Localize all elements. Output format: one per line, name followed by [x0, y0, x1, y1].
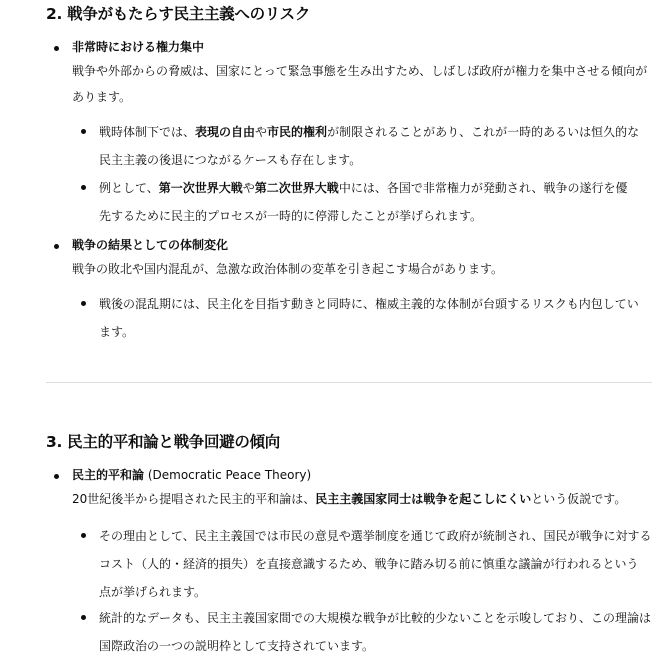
item-title: 民主的平和論 (Democratic Peace Theory)	[72, 468, 312, 482]
text-line: コスト（人的・経済的損失）を直接意識するため、戦争に踏み切る前に慎重な議論が行われるという	[99, 557, 639, 571]
section-heading-democratic-peace: 3. 民主的平和論と戦争回避の傾向	[46, 433, 280, 451]
desc-line: 戦争や外部からの脅威は、国家にとって緊急事態を生み出すため、しばしば政府が権力を集中させる傾向が	[72, 64, 648, 78]
desc-line: あります。	[72, 90, 132, 104]
emphasis: 第二次世界大戦	[254, 181, 339, 195]
text-line: 先するために民主的プロセスが一時的に停滞したことが挙げられます。	[99, 209, 483, 223]
bullet-icon	[81, 185, 86, 190]
item-title: 非常時における権力集中	[72, 40, 205, 54]
text-line: 民主主義の後退につながるケースも存在します。	[99, 153, 362, 167]
item-description	[72, 58, 652, 110]
bullet-icon	[81, 533, 86, 538]
text-line: 国際政治の一つの説明枠として支持されています。	[99, 639, 375, 653]
emphasis: 表現の自由	[195, 125, 256, 139]
section-divider	[46, 382, 652, 383]
text-line: 戦後の混乱期には、民主化を目指す動きと同時に、権威主義的な体制が台頭するリスクも内包してい	[99, 297, 639, 311]
text-line: ます。	[99, 325, 135, 339]
bullet-icon	[54, 244, 59, 249]
section-heading-risks: 2. 戦争がもたらす民主主義へのリスク	[46, 5, 311, 23]
emphasis: 第一次世界大戦	[158, 181, 243, 195]
sub-item-text	[99, 290, 653, 346]
sub-item-text	[99, 604, 653, 660]
item-description	[72, 256, 652, 282]
text-line: 統計的なデータも、民主主義国家間での大規模な戦争が比較的少ないことを示唆しており、この理論は	[99, 611, 652, 625]
text-line: 点が挙げられます。	[99, 585, 207, 599]
text-line: 戦時体制下では、表現の自由や市民的権利が制限されることがあり、これが一時的あるいは恒久的な	[99, 125, 640, 139]
sub-item-text	[99, 522, 653, 606]
bullet-icon	[81, 615, 86, 620]
emphasis: 民主主義国家同士は戦争を起こしにくい	[315, 492, 532, 506]
bullet-icon	[81, 129, 86, 134]
text-line: その理由として、民主主義国では市民の意見や選挙制度を通じて政府が統制され、国民が戦争に対する	[99, 529, 652, 543]
item-title: 戦争の結果としての体制変化	[72, 238, 229, 252]
emphasis: 市民的権利	[267, 125, 328, 139]
item-description	[72, 486, 652, 512]
text-line: 例として、第一次世界大戦や第二次世界大戦中には、各国で非常権力が発動され、戦争の遂行を優	[99, 181, 628, 195]
bullet-icon	[54, 474, 59, 479]
bullet-icon	[81, 301, 86, 306]
desc-line: 戦争の敗北や国内混乱が、急激な政治体制の変革を引き起こす場合があります。	[72, 262, 504, 276]
sub-item-text	[99, 118, 653, 174]
bullet-icon	[54, 46, 59, 51]
sub-item-text	[99, 174, 653, 230]
desc-line: 20世紀後半から提唱された民主的平和論は、民主主義国家同士は戦争を起こしにくいという仮説です。	[72, 492, 627, 506]
